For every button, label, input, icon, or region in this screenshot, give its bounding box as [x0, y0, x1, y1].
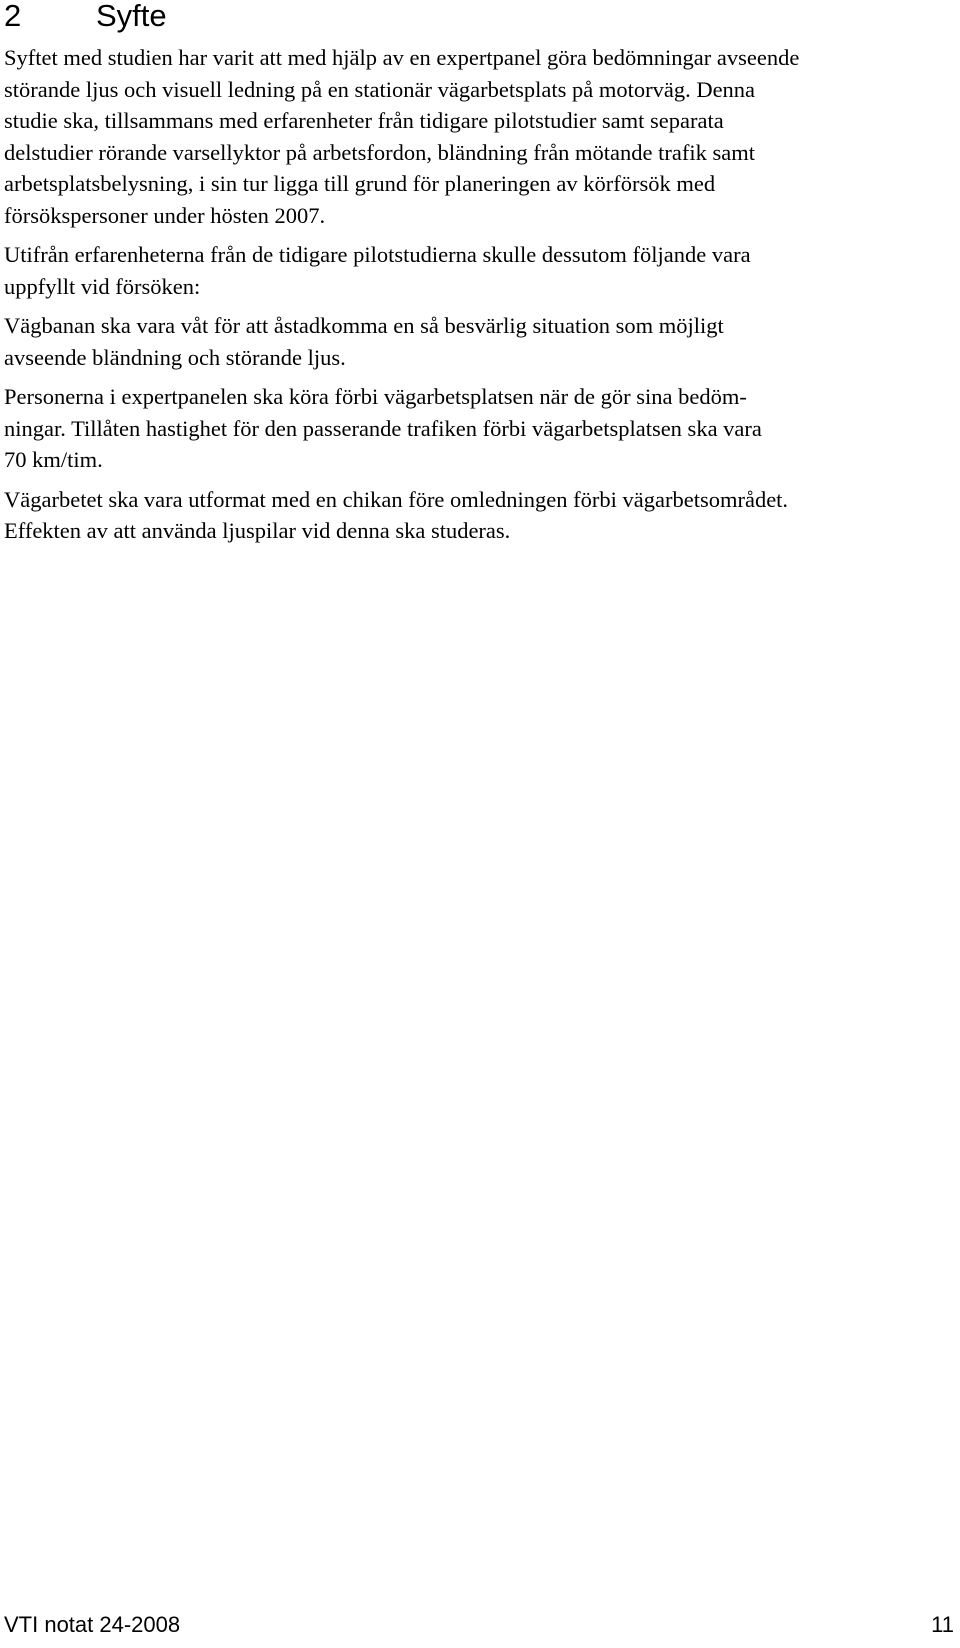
- paragraph-line: 70 km/tim.: [4, 447, 103, 472]
- paragraph: [4, 239, 950, 302]
- paragraph-line: Vägbanan ska vara våt för att åstadkomma en så besvärlig situation som möjligt: [4, 313, 724, 338]
- paragraph-line: Syftet med studien har varit att med hjälp av en expertpanel göra bedömningar avseende: [4, 45, 800, 70]
- paragraph-line: Effekten av att använda ljuspilar vid denna ska studeras.: [4, 518, 511, 543]
- paragraph: [4, 484, 950, 547]
- section-number: 2: [4, 0, 22, 33]
- section-title: Syfte: [96, 0, 167, 33]
- paragraph-line: ningar. Tillåten hastighet för den passerande trafiken förbi vägarbetsplatsen ska vara: [4, 415, 762, 441]
- paragraph-line: arbetsplatsbelysning, i sin tur ligga till grund för planeringen av körförsök med: [4, 171, 716, 196]
- section-heading: [4, 0, 167, 32]
- footer-page-number: 11: [931, 1612, 954, 1637]
- paragraph: [4, 310, 950, 373]
- paragraph-line: störande ljus och visuell ledning på en stationär vägarbetsplats på motorväg. Denna: [4, 76, 756, 102]
- paragraph-line: delstudier rörande varsellyktor på arbetsfordon, bländning från mötande trafik samt: [4, 139, 756, 165]
- paragraph-line: avseende bländning och störande ljus.: [4, 344, 346, 370]
- paragraph-line: försökspersoner under hösten 2007.: [4, 202, 326, 228]
- body-text: [4, 42, 950, 555]
- footer-publication: VTI notat 24-2008: [4, 1612, 181, 1637]
- paragraph: [4, 381, 950, 476]
- paragraph-line: Utifrån erfarenheterna från de tidigare pilotstudierna skulle dessutom följande vara: [4, 242, 751, 267]
- paragraph-line: Vägarbetet ska vara utformat med en chikan före omledningen förbi vägarbetsområdet.: [4, 486, 789, 512]
- paragraph-line: studie ska, tillsammans med erfarenheter från tidigare pilotstudier samt separata: [4, 108, 724, 133]
- paragraph-line: Personerna i expertpanelen ska köra förbi vägarbetsplatsen när de gör sina bedöm-: [4, 384, 747, 409]
- paragraph: [4, 42, 950, 231]
- paragraph-line: uppfyllt vid försöken:: [4, 273, 201, 299]
